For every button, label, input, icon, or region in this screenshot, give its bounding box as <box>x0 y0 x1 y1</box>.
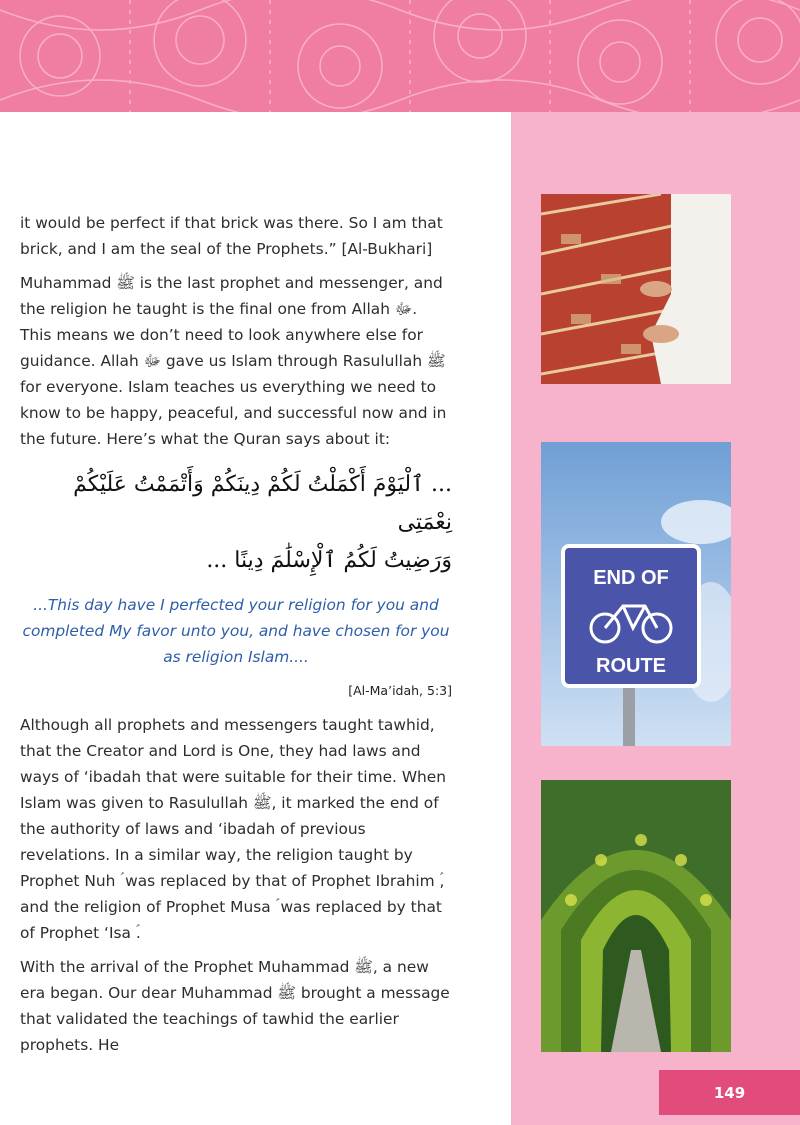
arabic-verse <box>20 466 452 580</box>
header-banner <box>0 0 800 112</box>
page-number: 149 <box>659 1070 800 1115</box>
verse-reference: [Al-Ma’idah, 5:3] <box>348 683 452 698</box>
paragraph-1: it would be perfect if that brick was there. So I am that brick, and I am the seal of the Prophets.” [Al-Bukhari] <box>20 214 443 258</box>
prayer-photo <box>541 194 731 384</box>
sign-line-2: ROUTE <box>596 655 666 677</box>
paragraph-2: Muhammad ﷺ is the last prophet and messenger, and the religion he taught is the final one from Allah ﷻ. This means we don’t need to look anywhere else for guidance. Allah ﷻ gave us Islam through Rasulullah ﷺ for everyone. Islam teaches us everything we need to know to be happy, peaceful, and successful now and in the future. Here’s what the Quran says about it: <box>20 274 447 448</box>
garden-path-image <box>541 780 731 1052</box>
road-sign-photo <box>541 442 731 746</box>
arabic-line-1: ... ٱلْيَوْمَ أَكْمَلْتُ لَكُمْ دِينَكُمْ وَأَتْمَمْتُ عَلَيْكُمْ نِعْمَتِى <box>73 472 452 535</box>
main-text-column <box>20 210 452 1066</box>
floral-pattern-banner <box>0 0 800 112</box>
paragraph-4: With the arrival of the Prophet Muhammad ﷺ, a new era began. Our dear Muhammad ﷺ brought a message that validated the teachings of tawhid the earlier prophets. He <box>20 958 450 1054</box>
sign-line-1: END OF <box>593 567 669 589</box>
arabic-line-2: وَرَضِيتُ لَكُمُ ٱلْإِسْلَٰمَ دِينًا ... <box>206 548 452 573</box>
end-of-route-sign-image <box>541 442 731 746</box>
garden-arch-photo <box>541 780 731 1052</box>
verse-translation: ...This day have I perfected your religion for you and completed My favor unto you, and have chosen for you as religion Islam.... <box>22 596 450 666</box>
prayer-rug-image <box>541 194 731 384</box>
paragraph-3: Although all prophets and messengers taught tawhid, that the Creator and Lord is One, they had laws and ways of ‘ibadah that were suitable for their time. When Islam was given to Rasulullah ﷺ, it marked the end of the authority of laws and ‘ibadah of previous revelations. In a similar way, the religion taught by Prophet Nuh ؑ was replaced by that of Prophet Ibrahim ؑ, and the religion of Prophet Musa ؑ was replaced by that of Prophet ‘Isa ؑ. <box>20 716 447 942</box>
